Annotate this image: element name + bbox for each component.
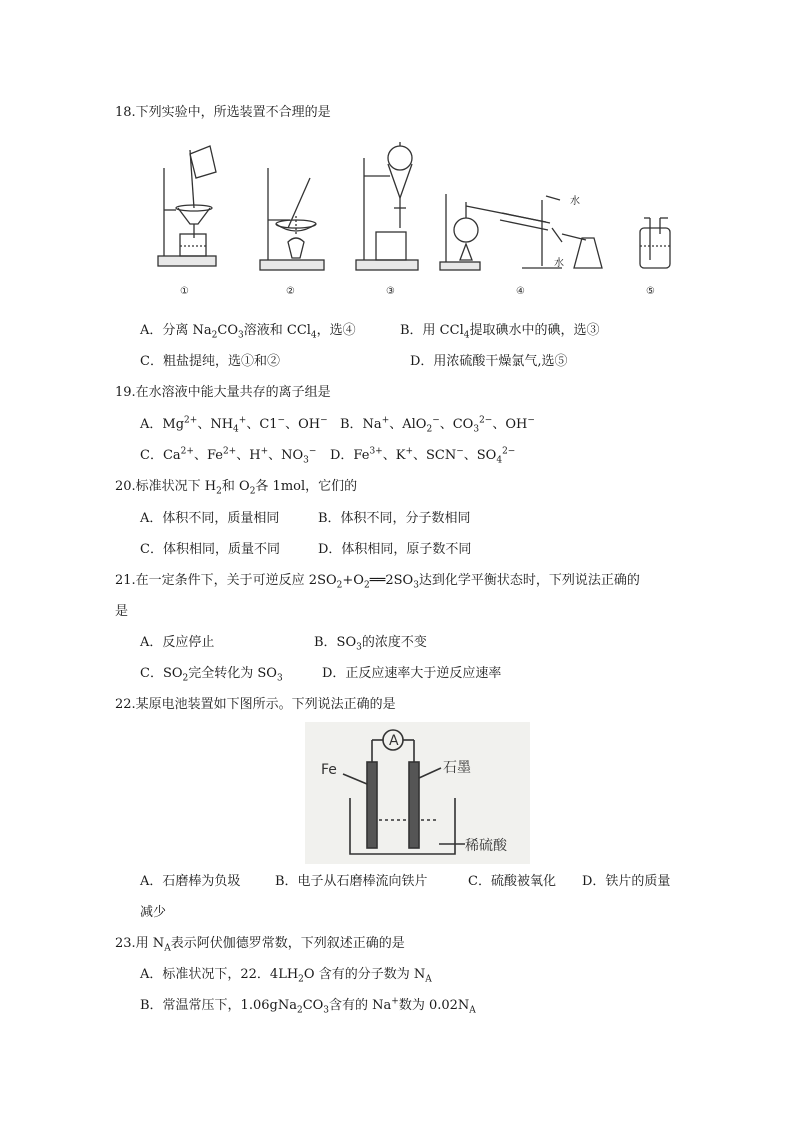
- q22-option-a: A．石磨棒为负圾: [140, 874, 241, 889]
- water-label-top: 水: [570, 196, 580, 207]
- q20-option-d: D．体积相同，原子数不同: [318, 542, 472, 557]
- q21-option-b: B．$SO_3$的浓度不变: [314, 635, 427, 653]
- water-label-bottom: 水: [554, 258, 564, 269]
- equilibrium-arrow: ══: [369, 573, 386, 588]
- q21-option-d: D．正反应速率大于逆反应速率: [322, 666, 502, 681]
- q21-option-a: A．反应停止: [140, 635, 215, 650]
- apparatus-label-3: ③: [386, 286, 395, 297]
- apparatus-label-4: ④: [516, 286, 525, 297]
- q18-option-b: B．用 CCl$_4$提取碘水中的碘，选③: [400, 323, 600, 341]
- q20-option-c: C．体积相同，质量不同: [140, 542, 280, 557]
- q23-option-a: A．标准状况下，22．$4LH_2O$ 含有的分子数为 $N_A$: [140, 967, 432, 985]
- q18-option-a: A．分离 $Na_2CO_3$溶液和 CCl$_4$，选④: [140, 323, 356, 341]
- q22-option-b: B．电子从石磨棒流向铁片: [275, 874, 428, 889]
- fe-electrode-label: Fe: [321, 762, 337, 778]
- q22-stem: 22.某原电池装置如下图所示。下列说法正确的是: [115, 697, 396, 712]
- q19-option-a: A．$Mg^{2+}$、$NH_4^+$、C1−、OH−: [140, 415, 328, 435]
- q21-option-c: C．$SO_2$完全转化为 $SO_3$: [140, 666, 283, 684]
- q21-stem: 21.在一定条件下，关于可逆反应 $2SO_2+O_2══2SO_3$达到化学平衡状态时，下列说法正确的: [115, 573, 640, 591]
- q20-option-b: B．体积不同，分子数相同: [318, 511, 471, 526]
- q22-option-c: C．硫酸被氧化: [468, 874, 556, 889]
- q18-stem: 18.下列实验中，所选装置不合理的是: [115, 105, 331, 120]
- q23-option-b: B．常温常压下，$1.06gNa_2CO_3$含有的 Na+数为 $0.02N_A$: [140, 996, 476, 1016]
- q19-option-d: D．$Fe^{3+}$、K+、SCN−、$SO_4^{2-}$: [330, 446, 516, 466]
- q21-stem-line2: 是: [115, 604, 129, 619]
- apparatus-label-5: ⑤: [646, 286, 655, 297]
- q23-stem: 23.用 $N_A$表示阿伏伽德罗常数，下列叙述正确的是: [115, 936, 405, 954]
- apparatus-label-2: ②: [286, 286, 295, 297]
- q20-stem: 20.标准状况下 $H_2$和 $O_2$各 1mol，它们的: [115, 479, 358, 497]
- q19-option-c: C．$Ca^{2+}$、$Fe^{2+}$、H+、$NO_3^-$: [140, 446, 317, 466]
- ammeter-label: A: [389, 733, 399, 749]
- dilute-acid-label: 稀硫酸: [465, 838, 507, 854]
- graphite-electrode-label: 石墨: [443, 760, 471, 776]
- q18-apparatus-figure: [150, 138, 680, 300]
- q19-stem: 19.在水溶液中能大量共存的离子组是: [115, 385, 331, 400]
- q22-option-d: D．铁片的质量: [582, 874, 671, 889]
- q18-option-c: C．粗盐提纯，选①和②: [140, 354, 280, 369]
- q19-option-b: B．Na+、AlO$_2$−、$CO_3^{2-}$、OH−: [340, 415, 535, 435]
- q18-option-d: D．用浓硫酸干燥氯气,选⑤: [410, 354, 568, 369]
- apparatus-label-1: ①: [180, 286, 189, 297]
- galvanic-cell-figure: [305, 722, 530, 864]
- q20-option-a: A．体积不同，质量相同: [140, 511, 280, 526]
- q22-option-d-continued: 减少: [140, 905, 167, 920]
